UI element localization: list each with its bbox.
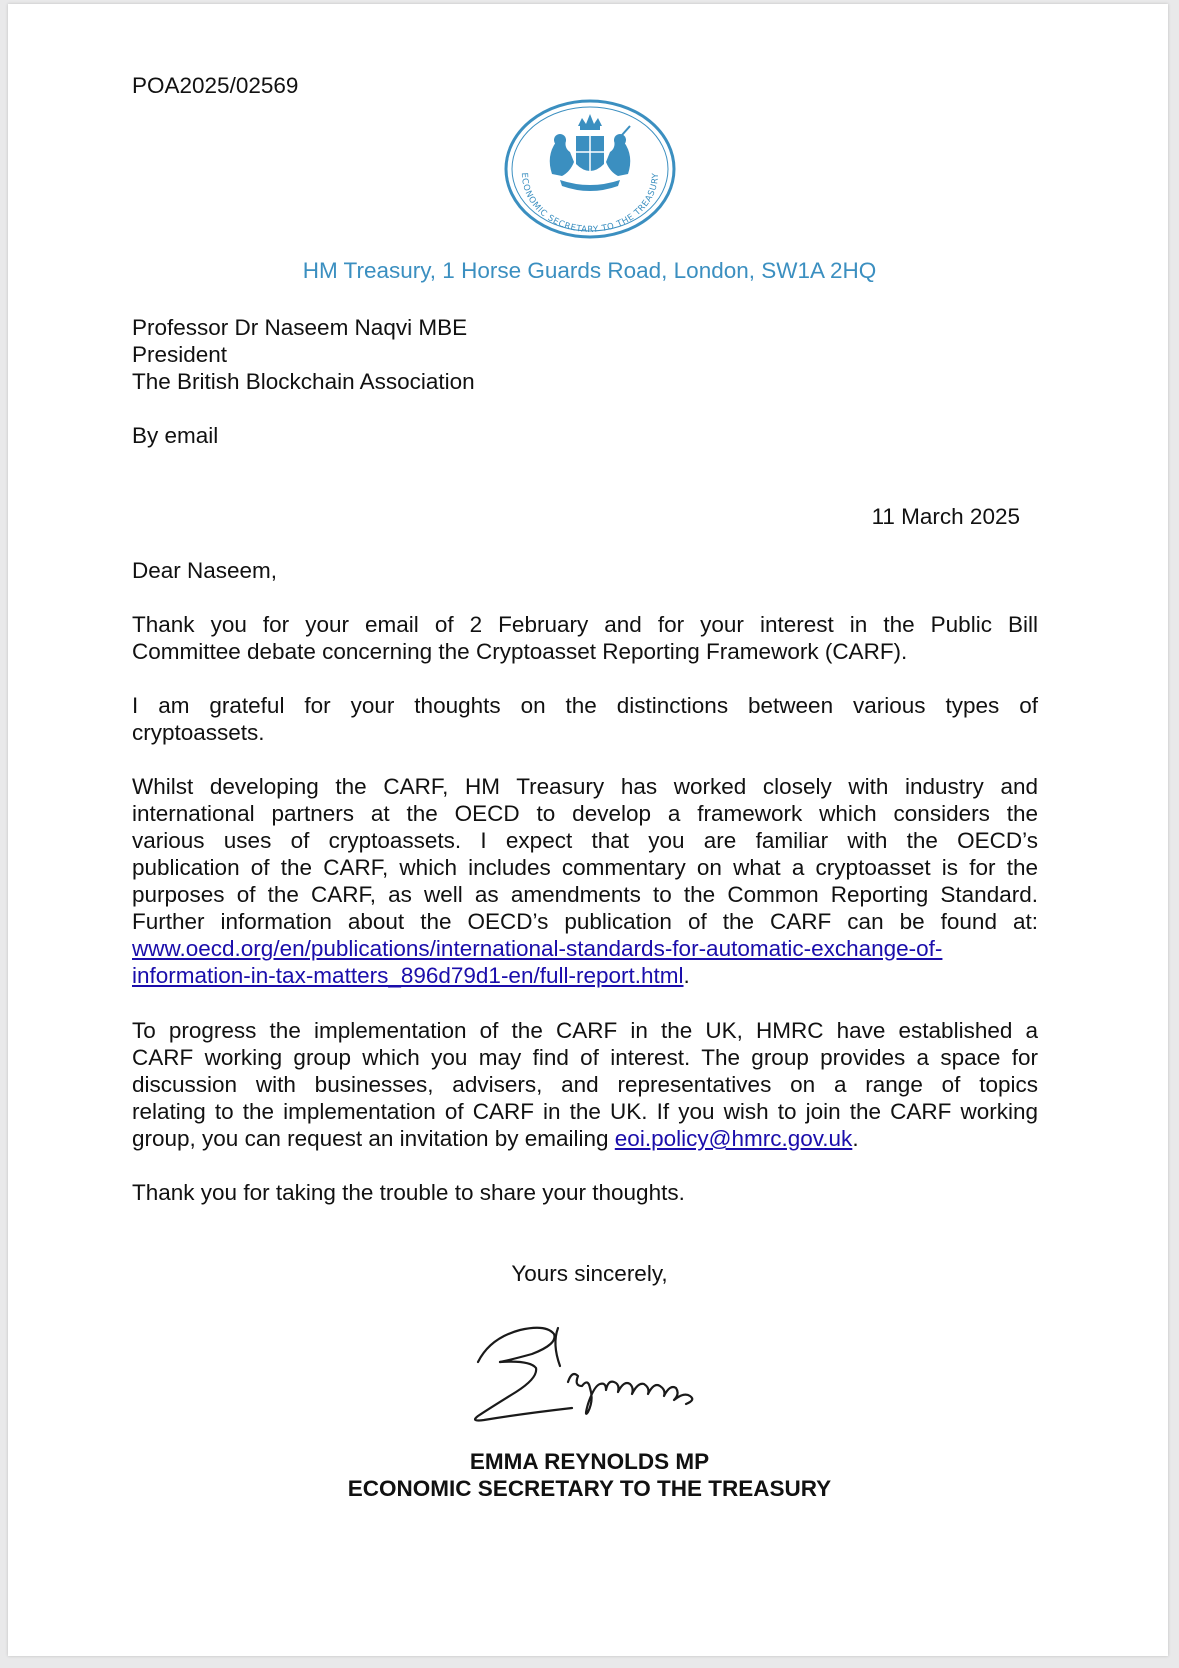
recipient-block — [132, 314, 475, 395]
signatory-name: EMMA REYNOLDS MP — [469, 1449, 710, 1474]
paragraph-1 — [132, 611, 1038, 665]
recipient-name: Professor Dr Naseem Naqvi MBE — [132, 315, 468, 340]
closing-thanks: Thank you for taking the trouble to share your thoughts. — [132, 1180, 685, 1205]
sender-address: HM Treasury, 1 Horse Guards Road, London, SW1A 2HQ — [302, 258, 877, 283]
paragraph-line: Further information about the OECD’s publication of the CARF can be found at: — [132, 909, 1038, 934]
paragraph-line: relating to the implementation of CARF in the UK. If you wish to join the CARF working — [132, 1099, 1038, 1124]
paragraph-line: international partners at the OECD to develop a framework which considers the — [132, 801, 1038, 826]
paragraph-line — [132, 1125, 1038, 1152]
letter-date: 11 March 2025 — [871, 504, 1020, 529]
crest-caption: ECONOMIC SECRETARY TO THE TREASURY — [518, 172, 662, 236]
email-period: . — [852, 1126, 859, 1151]
paragraph-line: I am grateful for your thoughts on the distinctions between various types of — [132, 693, 1038, 718]
recipient-organisation: The British Blockchain Association — [132, 369, 475, 394]
signatory-position: ECONOMIC SECRETARY TO THE TREASURY — [347, 1476, 832, 1501]
paragraph-line: Thank you for your email of 2 February and for your interest in the Public Bill — [132, 612, 1038, 637]
policy-email-link[interactable]: eoi.policy@hmrc.gov.uk — [614, 1126, 853, 1151]
paragraph-line: To progress the implementation of the CARF in the UK, HMRC have established a — [132, 1018, 1038, 1043]
email-invite-text: group, you can request an invitation by emailing — [132, 1126, 615, 1151]
paragraph-line: purposes of the CARF, as well as amendments to the Common Reporting Standard. — [132, 882, 1038, 907]
valediction: Yours sincerely, — [511, 1261, 668, 1286]
delivery-method: By email — [132, 423, 219, 448]
paragraph-line: discussion with businesses, advisers, and representatives on a range of topics — [132, 1072, 1038, 1097]
paragraph-3 — [132, 773, 1038, 989]
paragraph-line: Committee debate concerning the Cryptoasset Reporting Framework (CARF). — [132, 639, 908, 664]
paragraph-line: publication of the CARF, which includes commentary on what a cryptoasset is for the — [132, 855, 1038, 880]
recipient-title: President — [132, 342, 228, 367]
paragraph-2 — [132, 692, 1038, 746]
paragraph-4 — [132, 1017, 1038, 1152]
reference-number: POA2025/02569 — [132, 73, 299, 98]
salutation: Dear Naseem, — [132, 558, 278, 583]
handwritten-signature-icon — [460, 1304, 730, 1434]
paragraph-line: Whilst developing the CARF, HM Treasury has worked closely with industry and — [132, 774, 1038, 799]
paragraph-line: various uses of cryptoassets. I expect that you are familiar with the OECD’s — [132, 828, 1038, 853]
paragraph-line: cryptoassets. — [132, 720, 265, 745]
oecd-link-line — [132, 935, 1038, 962]
paragraph-line: CARF working group which you may find of interest. The group provides a space for — [132, 1045, 1038, 1070]
oecd-report-link-continued[interactable]: information-in-tax-matters_896d79d1-en/full-report.html — [132, 963, 684, 988]
oecd-link-line — [132, 962, 1038, 989]
link-period: . — [683, 963, 690, 988]
royal-coat-of-arms-icon — [500, 96, 680, 242]
oecd-report-link[interactable]: www.oecd.org/en/publications/international-standards-for-automatic-exchange-of- — [132, 936, 943, 961]
